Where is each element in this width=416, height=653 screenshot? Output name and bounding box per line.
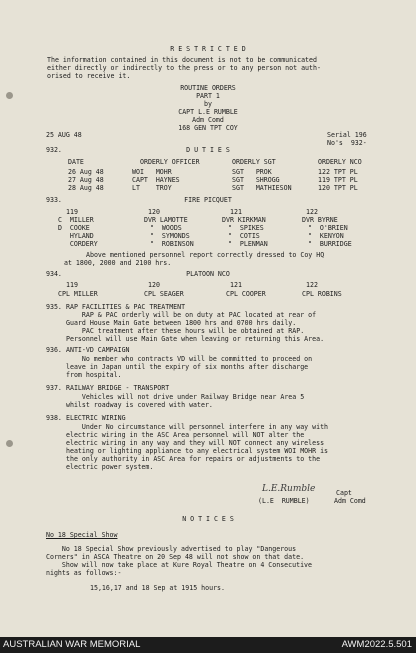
restricted-heading: R E S T R I C T E D — [170, 45, 246, 53]
footer-institution: AUSTRALIAN WAR MEMORIAL — [3, 639, 141, 650]
duties-cell: WOI MOHR — [132, 168, 172, 176]
picquet-cell: HYLAND — [58, 232, 94, 240]
section-number: 934. — [46, 270, 62, 278]
section-text: whilst roadway is covered with water. — [66, 401, 213, 409]
duties-cell: LT TROY — [132, 184, 172, 192]
picquet-cell: " KENYON — [308, 232, 344, 240]
duties-cell: 28 Aug 48 — [68, 184, 104, 192]
section-text: heating or lighting appliance to any electrical system WOI MOHR is — [66, 447, 329, 455]
platoon-name: CPL ROBINS — [302, 290, 342, 298]
orders-officer: CAPT L.E RUMBLE — [178, 108, 238, 116]
picquet-cell: CORDERY — [58, 240, 98, 248]
orders-part: PART 1 — [196, 92, 220, 100]
notice-line: orised to receive it. — [47, 72, 131, 80]
picquet-cell: " SPIKES — [228, 224, 264, 232]
duties-cell: SGT SHROGG — [232, 176, 280, 184]
section-text: No member who contracts VD will be committed to proceed on — [66, 355, 313, 363]
section-title: ANTI-VD CAMPAIGN — [66, 346, 130, 354]
duties-cell: SGT MATHIESON — [232, 184, 292, 192]
platoon-unit: 122 — [306, 281, 318, 289]
section-text: Guard House Main Gate between 1800 hrs and 0700 hrs daily. — [66, 319, 297, 327]
section-title: ELECTRIC WIRING — [66, 414, 126, 422]
picquet-cell: " BURRIDGE — [308, 240, 352, 248]
picquet-title: FIRE PICQUET — [184, 196, 232, 204]
section-number: 935. — [46, 303, 62, 311]
signature-name: (L.E RUMBLE) — [258, 497, 310, 505]
picquet-unit: 120 — [148, 208, 160, 216]
duties-cell: 120 TPT PL — [318, 184, 358, 192]
orders-title: ROUTINE ORDERS — [180, 84, 236, 92]
orders-role: Adm Comd — [192, 116, 224, 124]
section-number: 938. — [46, 414, 62, 422]
picquet-cell: DVR LAMOTTE — [144, 216, 188, 224]
platoon-unit: 120 — [148, 281, 160, 289]
picquet-unit: 119 — [66, 208, 78, 216]
orders-nos: No's 932- — [327, 139, 367, 147]
picquet-cell: " WOODS — [150, 224, 182, 232]
platoon-name: CPL COOPER — [226, 290, 266, 298]
orders-date: 25 AUG 48 — [46, 131, 82, 139]
section-number: 933. — [46, 196, 62, 204]
picquet-note: at 1800, 2000 and 2100 hrs. — [64, 259, 172, 267]
section-text: Personnel will use Main Gate when leaving or returning this Area. — [66, 335, 325, 343]
punch-hole — [6, 440, 13, 447]
picquet-note: Above mentioned personnel report correctly dressed to Coy HQ — [86, 251, 325, 259]
section-text: the only authority in ASC Area for repairs or adjustments to the — [66, 455, 321, 463]
orders-serial: Serial 196 — [327, 131, 367, 139]
notice-line: The information contained in this document is not to be communicated — [47, 56, 317, 64]
section-text: electric wiring in any way and they will NOT connect any wireless — [66, 439, 325, 447]
duties-header-officer: ORDERLY OFFICER — [140, 158, 200, 166]
duties-cell: 26 Aug 48 — [68, 168, 104, 176]
notices-text: nights as follows:- — [46, 569, 122, 577]
picquet-cell: DVR BYRNE — [302, 216, 338, 224]
section-text: RAP & PAC orderly will be on duty at PAC located at rear of — [66, 311, 317, 319]
picquet-cell: " O'BRIEN — [308, 224, 348, 232]
archive-footer — [0, 637, 416, 653]
section-text: Vehicles will not drive under Railway Bridge near Area 5 — [66, 393, 305, 401]
notices-text: Show will now take place at Kure Royal Theatre on 4 Consecutive — [46, 561, 312, 569]
duties-header-nco: ORDERLY NCO — [318, 158, 362, 166]
section-number: 937. — [46, 384, 62, 392]
section-text: leave in Japan until the expiry of six months after discharge — [66, 363, 309, 371]
section-text: PAC treatment after these hours will be obtained at RAP. — [66, 327, 305, 335]
section-text: electric wiring in the ASC Area personnel will NOT alter the — [66, 431, 305, 439]
platoon-unit: 121 — [230, 281, 242, 289]
picquet-cell: " PLENMAN — [228, 240, 268, 248]
section-number: 936. — [46, 346, 62, 354]
notices-title: N O T I C E S — [182, 515, 234, 523]
footer-accession-number: AWM2022.5.501 — [341, 639, 412, 650]
picquet-unit: 122 — [306, 208, 318, 216]
duties-cell: 27 Aug 48 — [68, 176, 104, 184]
section-text: Under No circumstance will personnel interfere in any way with — [66, 423, 329, 431]
picquet-cell: C MILLER — [58, 216, 94, 224]
orders-by: by — [204, 100, 212, 108]
section-text: electric power system. — [66, 463, 154, 471]
signature-role: Adm Comd — [334, 497, 366, 505]
notice-line: either directly or indirectly to the press or to any person not auth- — [47, 64, 321, 72]
picquet-cell: " ROBINSON — [150, 240, 194, 248]
section-title: RAP FACILITIES & PAC TREATMENT — [66, 303, 186, 311]
duties-cell: 119 TPT PL — [318, 176, 358, 184]
notices-dates: 15,16,17 and 18 Sep at 1915 hours. — [90, 584, 225, 592]
picquet-cell: " COTIS — [228, 232, 260, 240]
handwritten-signature: L.E.Rumble — [262, 484, 316, 494]
picquet-cell: DVR KIRKMAN — [222, 216, 266, 224]
platoon-unit: 119 — [66, 281, 78, 289]
duties-header-date: DATE — [68, 158, 84, 166]
duties-header-sgt: ORDERLY SGT — [232, 158, 276, 166]
platoon-name: CPL MILLER — [58, 290, 98, 298]
picquet-unit: 121 — [230, 208, 242, 216]
section-text: from hospital. — [66, 371, 122, 379]
notices-text: No 18 Special Show previously advertised to play "Dangerous — [46, 545, 297, 553]
duties-cell: 122 TPT PL — [318, 168, 358, 176]
section-title: RAILWAY BRIDGE - TRANSPORT — [66, 384, 170, 392]
platoon-name: CPL SEAGER — [144, 290, 184, 298]
duties-title: D U T I E S — [186, 146, 230, 154]
duties-cell: SGT PROK — [232, 168, 272, 176]
orders-unit: 168 GEN TPT COY — [178, 124, 238, 132]
platoon-title: PLATOON NCO — [186, 270, 230, 278]
section-number: 932. — [46, 146, 62, 154]
picquet-cell: D COOKE — [58, 224, 90, 232]
duties-cell: CAPT HAYNES — [132, 176, 180, 184]
picquet-cell: " SYMONDS — [150, 232, 190, 240]
notices-text: Corners" in ASCA Theatre on 20 Sep 48 will not show on that date. — [46, 553, 305, 561]
signature-rank: Capt — [336, 489, 352, 497]
notices-subtitle: No 18 Special Show — [46, 531, 118, 539]
